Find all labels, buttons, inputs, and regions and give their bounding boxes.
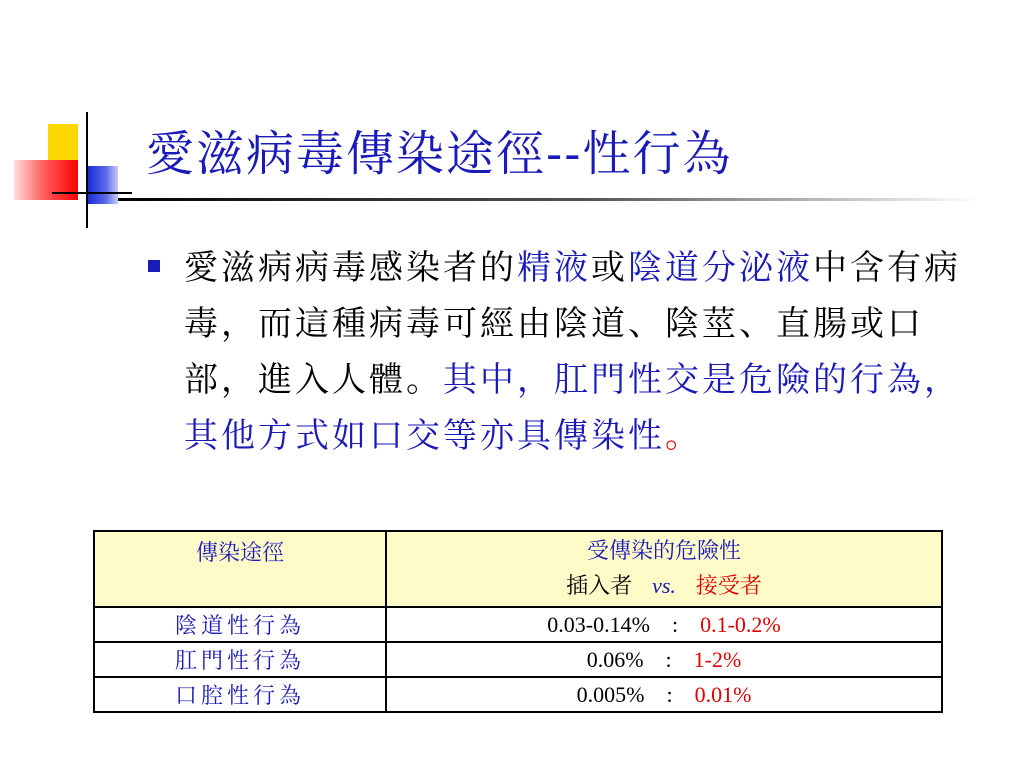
ratio-colon: : [671, 611, 679, 637]
bullet-text [184, 240, 974, 464]
decor-yellow-square [48, 124, 78, 164]
insert-value: 0.03-0.14% [547, 611, 650, 637]
risk-table [93, 530, 943, 713]
table-row [94, 677, 942, 712]
row-route: 口腔性行為 [94, 677, 386, 712]
row-route: 肛門性行為 [94, 642, 386, 677]
receive-value: 1-2% [693, 646, 742, 672]
table-row [94, 642, 942, 677]
slide-title: 愛滋病毒傳染途徑--性行為 [146, 126, 733, 182]
row-values [386, 607, 942, 642]
bullet-square-icon [148, 260, 160, 272]
table-row [94, 607, 942, 642]
text-seg: 或 [591, 248, 628, 288]
text-highlight-semen: 精液 [517, 248, 591, 288]
table-header-row [94, 531, 942, 607]
decor-vertical-line [86, 112, 88, 228]
header-insert: 插入者 [566, 574, 633, 599]
header-vs: vs. [652, 573, 676, 598]
ratio-colon: : [666, 681, 673, 707]
decor-red-square [14, 160, 78, 200]
row-values [386, 642, 942, 677]
header-receive: 接受者 [695, 574, 762, 599]
header-subtitle [387, 569, 941, 603]
receive-value: 0.1-0.2% [700, 611, 781, 637]
text-period: 。 [665, 416, 702, 456]
insert-value: 0.06% [586, 646, 644, 672]
insert-value: 0.005% [576, 681, 645, 707]
decor-horizontal-line [52, 192, 132, 194]
header-risk [386, 531, 942, 607]
title-underline [118, 198, 980, 201]
row-values [386, 677, 942, 712]
header-risk-title: 受傳染的危險性 [586, 539, 741, 564]
decor-blue-square [88, 166, 118, 204]
receive-value: 0.01% [694, 681, 752, 707]
text-seg: 中含有病毒，而這種病毒可經由陰道、陰莖、直腸或口部，進入人體。 [184, 248, 961, 400]
text-seg: 愛滋病病毒感染者的 [184, 248, 517, 288]
row-route: 陰道性行為 [94, 607, 386, 642]
ratio-colon: : [665, 646, 672, 672]
text-highlight-anal-risk: 其中，肛門性交是危險的行為，其他方式如口交等亦具傳染性 [184, 360, 961, 456]
header-route: 傳染途徑 [94, 531, 386, 607]
text-highlight-vaginal-fluid: 陰道分泌液 [628, 248, 813, 288]
